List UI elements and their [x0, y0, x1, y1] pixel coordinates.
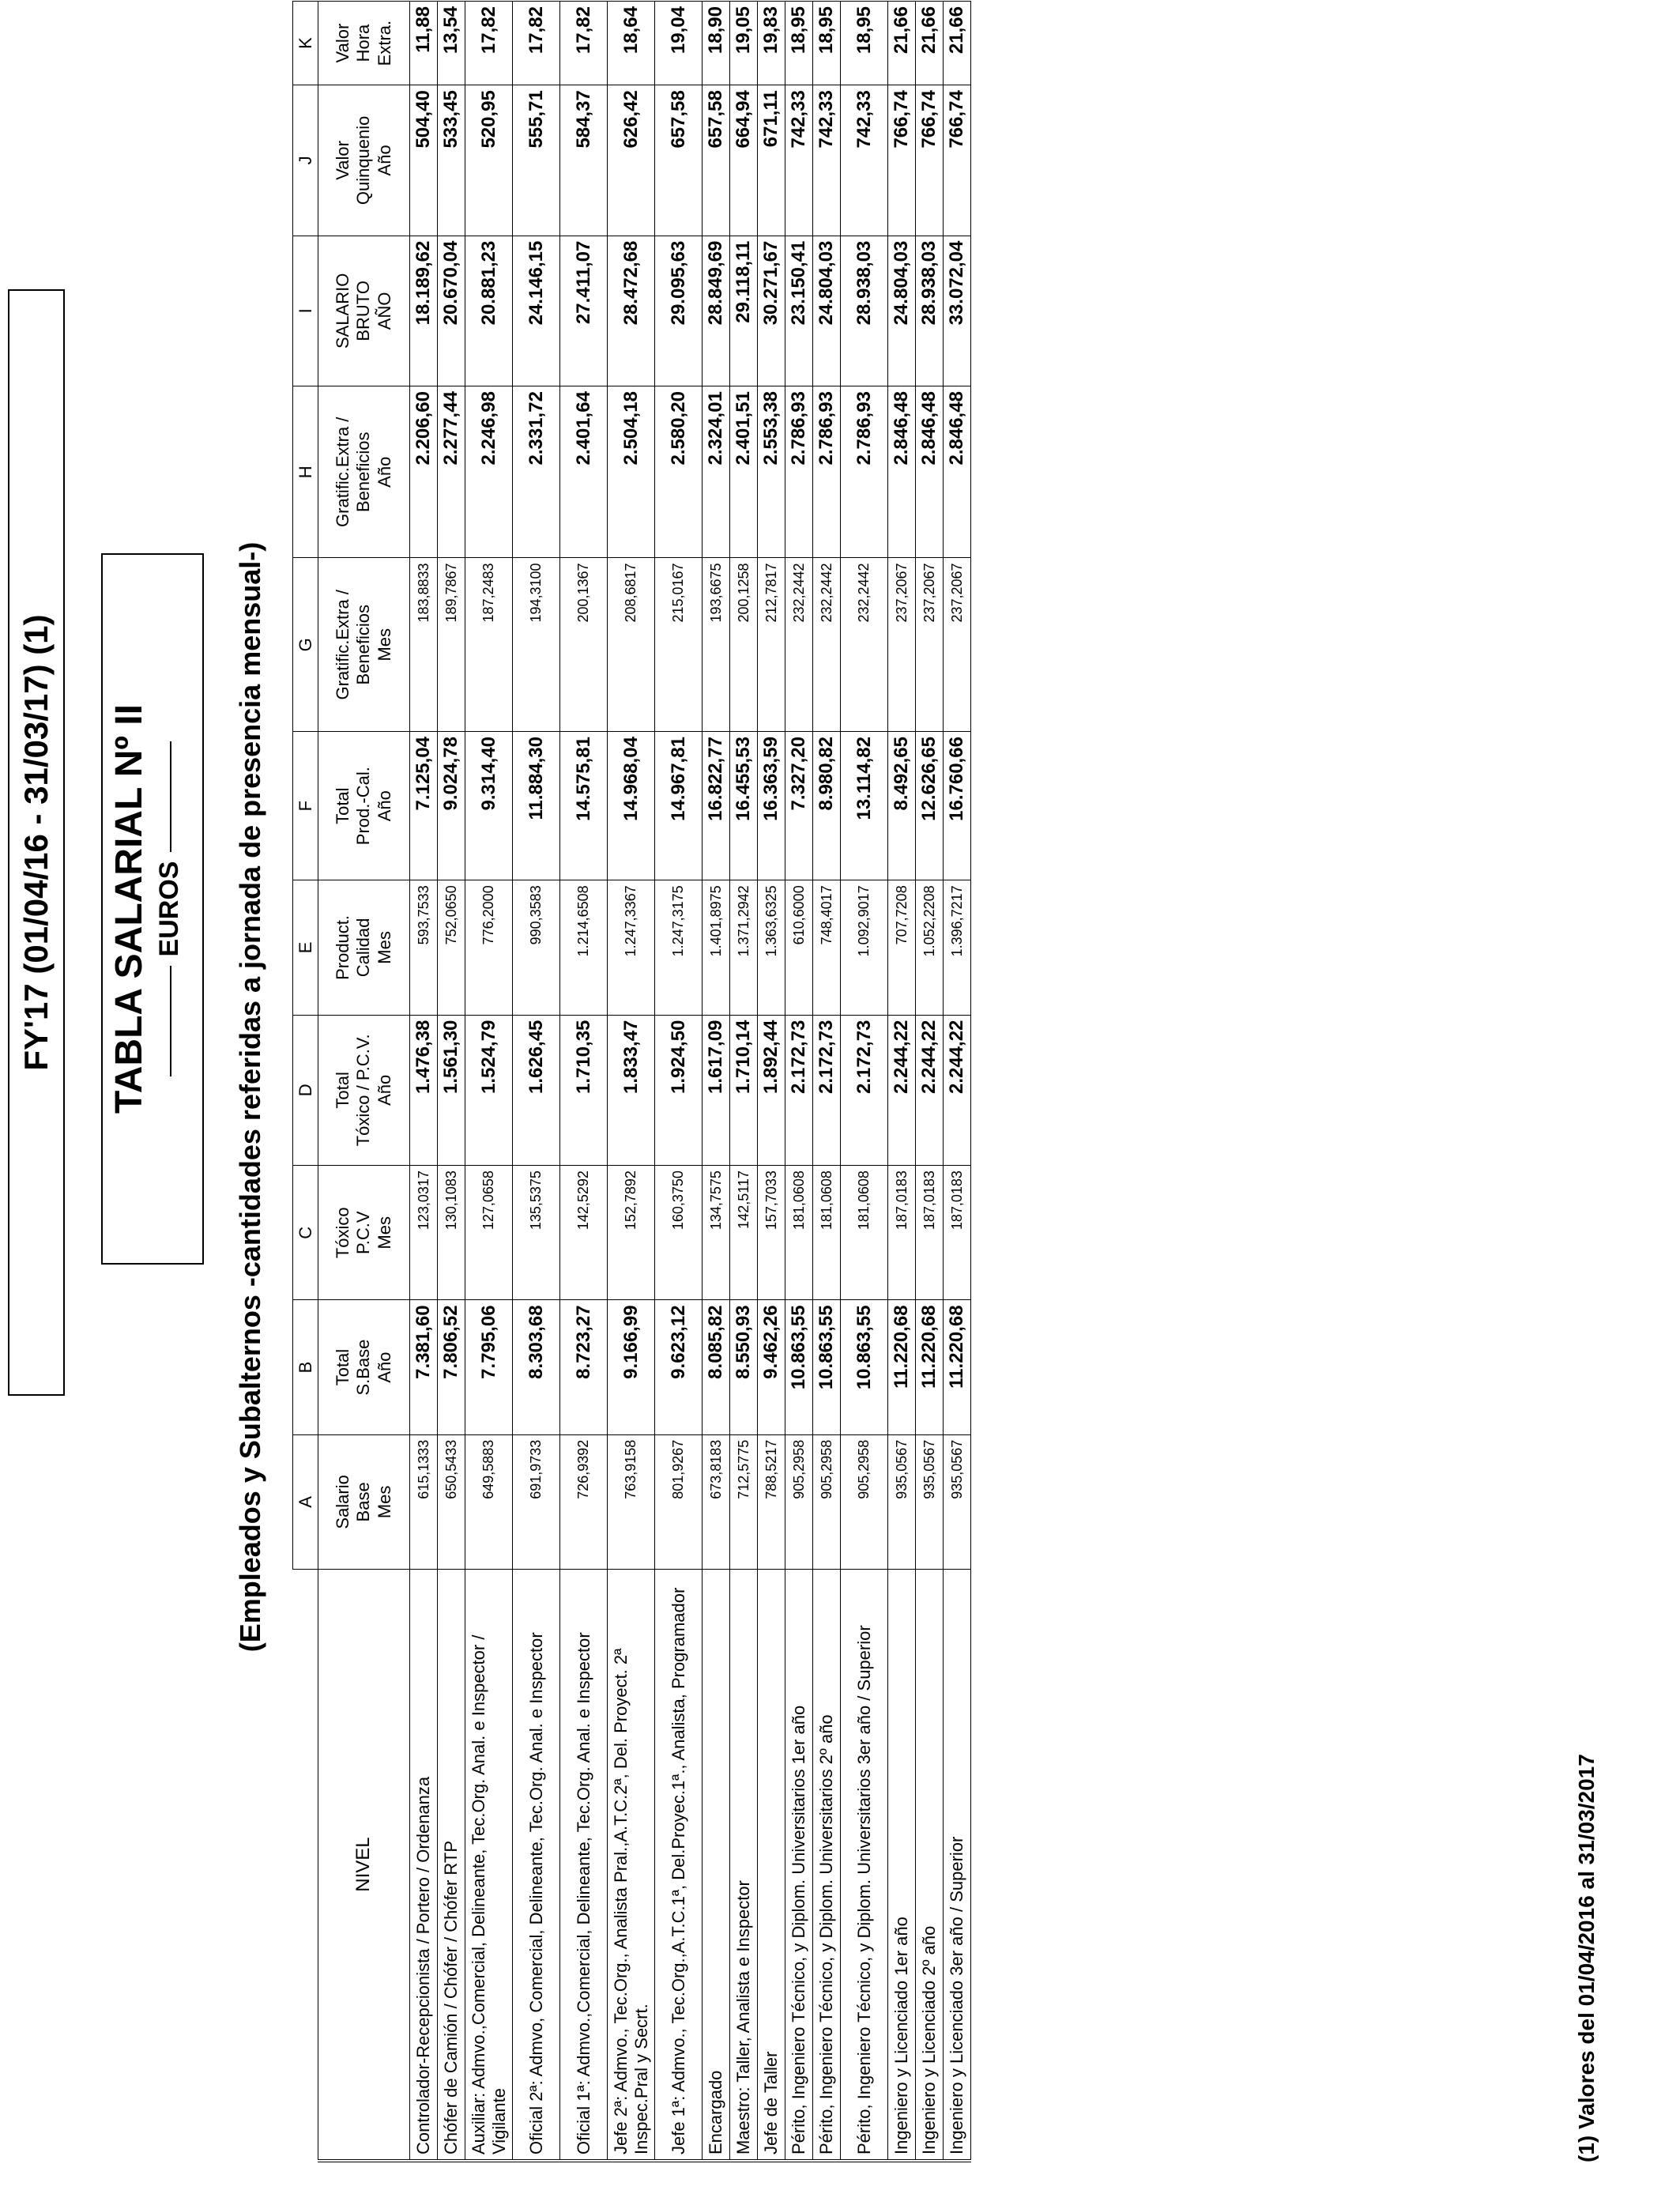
- cell-E: 1.092,9017: [841, 880, 888, 1015]
- cell-F: 8.492,65: [888, 732, 916, 880]
- cell-F: 14.968,04: [608, 732, 655, 880]
- cell-A: 801,9267: [655, 1434, 703, 1569]
- header-K: [318, 0, 410, 85]
- cell-I: 28.472,68: [608, 236, 655, 386]
- cell-D: 2.172,73: [785, 1015, 813, 1165]
- table-row: [888, 0, 916, 2161]
- header-E: [318, 880, 410, 1015]
- document-title: FY'17 (01/04/16 - 31/03/17) (1): [8, 289, 65, 1396]
- cell-K: 17,82: [560, 0, 608, 85]
- cell-I: 30.271,67: [758, 236, 785, 386]
- cell-E: 990,3583: [513, 880, 560, 1015]
- cell-K: 13,54: [438, 0, 465, 85]
- header-C-line: Tóxico: [332, 1207, 352, 1259]
- header-F: [318, 732, 410, 880]
- cell-nivel: Ingeniero y Licenciado 3er año / Superior: [944, 1570, 971, 2161]
- cell-F: 7.327,20: [785, 732, 813, 880]
- cell-B: 11.220,68: [888, 1300, 916, 1434]
- cell-J: 657,58: [703, 85, 730, 236]
- header-H: [318, 386, 410, 558]
- cell-D: 1.476,38: [410, 1015, 438, 1165]
- header-C-line: Mes: [374, 1216, 394, 1250]
- cell-B: 10.863,55: [785, 1300, 813, 1434]
- cell-K: 19,04: [655, 0, 703, 85]
- cell-B: 8.303,68: [513, 1300, 560, 1434]
- cell-B: 8.085,82: [703, 1300, 730, 1434]
- cell-H: 2.277,44: [438, 386, 465, 558]
- header-A-line: Salario: [332, 1475, 352, 1529]
- column-letter-H: H: [293, 386, 318, 558]
- corner-cell: [293, 1570, 318, 2161]
- cell-A: 712,5775: [730, 1434, 758, 1569]
- cell-E: 593,7533: [410, 880, 438, 1015]
- cell-E: 776,2000: [465, 880, 513, 1015]
- header-J-line: Valor: [332, 141, 352, 180]
- cell-E: 1.371,2942: [730, 880, 758, 1015]
- table-title-box: [101, 553, 204, 1265]
- header-J-line: Quinquenio: [353, 115, 374, 205]
- cell-D: 1.710,14: [730, 1015, 758, 1165]
- cell-J: 742,33: [841, 85, 888, 236]
- header-D-line: Tóxico / P.C.V.: [353, 1034, 374, 1147]
- column-letter-F: F: [293, 732, 318, 880]
- cell-J: 584,37: [560, 85, 608, 236]
- cell-B: 9.462,26: [758, 1300, 785, 1434]
- cell-B: 7.795,06: [465, 1300, 513, 1434]
- cell-I: 20.881,23: [465, 236, 513, 386]
- cell-D: 1.833,47: [608, 1015, 655, 1165]
- table-row: [841, 0, 888, 2161]
- cell-nivel: Jefe 2ª: Admvo., Tec.Org., Analista Pral.,A.T.C.2ª, Del. Proyect. 2ª Inspec.Pral y Secrt.: [608, 1570, 655, 2161]
- header-I: [318, 236, 410, 386]
- cell-F: 9.024,78: [438, 732, 465, 880]
- cell-C: 181,0608: [841, 1166, 888, 1300]
- cell-A: 905,2958: [813, 1434, 841, 1569]
- cell-H: 2.580,20: [655, 386, 703, 558]
- cell-B: 11.220,68: [916, 1300, 944, 1434]
- header-B-line: Total: [332, 1348, 352, 1386]
- cell-C: 157,7033: [758, 1166, 785, 1300]
- table-row: [813, 0, 841, 2161]
- cell-B: 7.806,52: [438, 1300, 465, 1434]
- table-row: [608, 0, 655, 2161]
- table-row: [655, 0, 703, 2161]
- rule-left: [170, 966, 171, 1076]
- header-nivel: NIVEL: [318, 1570, 410, 2161]
- cell-K: 18,90: [703, 0, 730, 85]
- cell-B: 7.381,60: [410, 1300, 438, 1434]
- header-H-line: Gratific.Extra /: [332, 417, 352, 527]
- cell-J: 520,95: [465, 85, 513, 236]
- cell-B: 8.723,27: [560, 1300, 608, 1434]
- cell-K: 18,95: [841, 0, 888, 85]
- cell-nivel: Ingeniero y Licenciado 2º año: [916, 1570, 944, 2161]
- cell-G: 189,7867: [438, 558, 465, 732]
- cell-F: 9.314,40: [465, 732, 513, 880]
- cell-D: 2.244,22: [944, 1015, 971, 1165]
- cell-nivel: Auxiliar: Admvo.,Comercial, Delineante, Tec.Org. Anal. e Inspector / Vigilante: [465, 1570, 513, 2161]
- cell-G: 212,7817: [758, 558, 785, 732]
- cell-A: 905,2958: [841, 1434, 888, 1569]
- cell-F: 7.125,04: [410, 732, 438, 880]
- cell-nivel: Maestro: Taller, Analista e Inspector: [730, 1570, 758, 2161]
- cell-C: 181,0608: [785, 1166, 813, 1300]
- cell-K: 18,64: [608, 0, 655, 85]
- cell-K: 11,88: [410, 0, 438, 85]
- cell-G: 232,2442: [785, 558, 813, 732]
- cell-H: 2.331,72: [513, 386, 560, 558]
- cell-E: 1.247,3367: [608, 880, 655, 1015]
- cell-I: 27.411,07: [560, 236, 608, 386]
- cell-I: 28.849,69: [703, 236, 730, 386]
- cell-E: 707,7208: [888, 880, 916, 1015]
- cell-J: 664,94: [730, 85, 758, 236]
- cell-I: 18.189,62: [410, 236, 438, 386]
- cell-nivel: Oficial 1ª: Admvo.,Comercial, Delineante, Tec.Org. Anal. e Inspector: [560, 1570, 608, 2161]
- cell-A: 763,9158: [608, 1434, 655, 1569]
- cell-A: 788,5217: [758, 1434, 785, 1569]
- cell-C: 160,3750: [655, 1166, 703, 1300]
- header-I-line: BRUTO: [353, 281, 374, 341]
- currency-text: EUROS: [154, 861, 184, 957]
- cell-H: 2.553,38: [758, 386, 785, 558]
- cell-H: 2.401,51: [730, 386, 758, 558]
- header-I-line: AÑO: [374, 292, 394, 330]
- cell-K: 19,83: [758, 0, 785, 85]
- cell-J: 626,42: [608, 85, 655, 236]
- cell-F: 16.822,77: [703, 732, 730, 880]
- header-B: [318, 1300, 410, 1434]
- header-F-line: Año: [374, 790, 394, 822]
- cell-D: 1.617,09: [703, 1015, 730, 1165]
- column-headers-row: [318, 0, 410, 2161]
- cell-E: 748,4017: [813, 880, 841, 1015]
- cell-I: 24.804,03: [813, 236, 841, 386]
- rule-right: [170, 741, 171, 852]
- cell-K: 19,05: [730, 0, 758, 85]
- table-row: [438, 0, 465, 2161]
- header-G-line: Mes: [374, 628, 394, 662]
- column-letter-G: G: [293, 558, 318, 732]
- cell-H: 2.206,60: [410, 386, 438, 558]
- cell-nivel: Chófer de Camión / Chófer / Chófer RTP: [438, 1570, 465, 2161]
- header-K-line: Hora: [353, 24, 374, 62]
- cell-A: 905,2958: [785, 1434, 813, 1569]
- cell-C: 142,5292: [560, 1166, 608, 1300]
- cell-nivel: Jefe de Taller: [758, 1570, 785, 2161]
- cell-C: 181,0608: [813, 1166, 841, 1300]
- cell-B: 10.863,55: [841, 1300, 888, 1434]
- cell-D: 1.561,30: [438, 1015, 465, 1165]
- cell-B: 9.623,12: [655, 1300, 703, 1434]
- cell-I: 24.146,15: [513, 236, 560, 386]
- cell-J: 671,11: [758, 85, 785, 236]
- cell-A: 935,0567: [888, 1434, 916, 1569]
- cell-F: 16.455,53: [730, 732, 758, 880]
- cell-K: 21,66: [916, 0, 944, 85]
- column-letter-E: E: [293, 880, 318, 1015]
- cell-nivel: Controlador-Recepcionista / Portero / Ordenanza: [410, 1570, 438, 2161]
- header-J: [318, 85, 410, 236]
- table-row: [730, 0, 758, 2161]
- table-body: [410, 0, 971, 2161]
- cell-B: 9.166,99: [608, 1300, 655, 1434]
- table-row: [703, 0, 730, 2161]
- cell-C: 142,5117: [730, 1166, 758, 1300]
- cell-A: 691,9733: [513, 1434, 560, 1569]
- cell-G: 200,1258: [730, 558, 758, 732]
- cell-D: 1.892,44: [758, 1015, 785, 1165]
- cell-nivel: Périto, Ingeniero Técnico, y Diplom. Universitarios 2º año: [813, 1570, 841, 2161]
- header-E-line: Product.: [332, 914, 352, 980]
- header-A-line: Base: [353, 1482, 374, 1522]
- cell-H: 2.786,93: [841, 386, 888, 558]
- footnote: (1) Valores del 01/04/2016 al 31/03/2017: [1574, 1754, 1599, 2162]
- cell-J: 555,71: [513, 85, 560, 236]
- cell-E: 1.396,7217: [944, 880, 971, 1015]
- table-row: [944, 0, 971, 2161]
- cell-D: 1.924,50: [655, 1015, 703, 1165]
- cell-C: 187,0183: [888, 1166, 916, 1300]
- cell-H: 2.846,48: [944, 386, 971, 558]
- cell-G: 215,0167: [655, 558, 703, 732]
- cell-F: 8.980,82: [813, 732, 841, 880]
- cell-G: 237,2067: [888, 558, 916, 732]
- cell-F: 12.626,65: [916, 732, 944, 880]
- cell-C: 187,0183: [916, 1166, 944, 1300]
- header-K-line: Valor: [332, 23, 352, 63]
- cell-H: 2.324,01: [703, 386, 730, 558]
- cell-J: 504,40: [410, 85, 438, 236]
- cell-F: 16.760,66: [944, 732, 971, 880]
- cell-J: 766,74: [888, 85, 916, 236]
- cell-G: 232,2442: [841, 558, 888, 732]
- cell-D: 2.172,73: [813, 1015, 841, 1165]
- header-A: [318, 1434, 410, 1569]
- cell-J: 766,74: [944, 85, 971, 236]
- table-row: [916, 0, 944, 2161]
- cell-K: 17,82: [513, 0, 560, 85]
- header-H-line: Beneficios: [353, 432, 374, 513]
- cell-G: 183,8833: [410, 558, 438, 732]
- column-letter-I: I: [293, 236, 318, 386]
- cell-J: 742,33: [813, 85, 841, 236]
- table-title: TABLA SALARIAL Nº II: [108, 704, 150, 1114]
- column-letter-A: A: [293, 1434, 318, 1569]
- header-G: [318, 558, 410, 732]
- cell-I: 33.072,04: [944, 236, 971, 386]
- cell-E: 1.401,8975: [703, 880, 730, 1015]
- cell-F: 14.575,81: [560, 732, 608, 880]
- cell-A: 673,8183: [703, 1434, 730, 1569]
- cell-H: 2.846,48: [916, 386, 944, 558]
- header-I-line: SALARIO: [332, 273, 352, 349]
- cell-G: 232,2442: [813, 558, 841, 732]
- cell-J: 742,33: [785, 85, 813, 236]
- cell-B: 10.863,55: [813, 1300, 841, 1434]
- cell-J: 657,58: [655, 85, 703, 236]
- currency-label: [154, 555, 185, 1263]
- cell-C: 152,7892: [608, 1166, 655, 1300]
- column-letter-C: C: [293, 1166, 318, 1300]
- cell-G: 187,2483: [465, 558, 513, 732]
- cell-I: 24.804,03: [888, 236, 916, 386]
- cell-I: 20.670,04: [438, 236, 465, 386]
- table-row: [465, 0, 513, 2161]
- column-letter-J: J: [293, 85, 318, 236]
- cell-E: 610,6000: [785, 880, 813, 1015]
- cell-H: 2.401,64: [560, 386, 608, 558]
- cell-nivel: Périto, Ingeniero Técnico, y Diplom. Universitarios 3er año / Superior: [841, 1570, 888, 2161]
- column-letter-B: B: [293, 1300, 318, 1434]
- header-E-line: Calidad: [353, 918, 374, 978]
- header-H-line: Año: [374, 456, 394, 488]
- cell-B: 11.220,68: [944, 1300, 971, 1434]
- cell-D: 2.244,22: [888, 1015, 916, 1165]
- cell-A: 649,5883: [465, 1434, 513, 1569]
- cell-C: 134,7575: [703, 1166, 730, 1300]
- cell-H: 2.786,93: [813, 386, 841, 558]
- cell-I: 29.095,63: [655, 236, 703, 386]
- header-C: [318, 1166, 410, 1300]
- cell-E: 1.363,6325: [758, 880, 785, 1015]
- header-G-line: Gratific.Extra /: [332, 590, 352, 700]
- cell-E: 1.214,6508: [560, 880, 608, 1015]
- header-D: [318, 1015, 410, 1165]
- header-A-line: Mes: [374, 1485, 394, 1519]
- header-B-line: Año: [374, 1351, 394, 1383]
- cell-C: 127,0658: [465, 1166, 513, 1300]
- cell-G: 237,2067: [916, 558, 944, 732]
- cell-nivel: Ingeniero y Licenciado 1er año: [888, 1570, 916, 2161]
- table-row: [758, 0, 785, 2161]
- cell-F: 14.967,81: [655, 732, 703, 880]
- cell-C: 130,1083: [438, 1166, 465, 1300]
- cell-G: 200,1367: [560, 558, 608, 732]
- cell-H: 2.846,48: [888, 386, 916, 558]
- column-letter-D: D: [293, 1015, 318, 1165]
- cell-G: 237,2067: [944, 558, 971, 732]
- cell-A: 650,5433: [438, 1434, 465, 1569]
- cell-G: 208,6817: [608, 558, 655, 732]
- cell-nivel: Encargado: [703, 1570, 730, 2161]
- column-letters-row: [293, 0, 318, 2161]
- cell-nivel: Jefe 1ª: Admvo., Tec.Org.,A.T.C.1ª, Del.Proyec.1ª., Analista, Programador: [655, 1570, 703, 2161]
- table-row: [560, 0, 608, 2161]
- cell-G: 193,6675: [703, 558, 730, 732]
- cell-J: 766,74: [916, 85, 944, 236]
- cell-nivel: Oficial 2ª: Admvo, Comercial, Delineante, Tec.Org. Anal. e Inspector: [513, 1570, 560, 2161]
- cell-E: 1.247,3175: [655, 880, 703, 1015]
- cell-C: 187,0183: [944, 1166, 971, 1300]
- cell-G: 194,3100: [513, 558, 560, 732]
- cell-I: 29.118,11: [730, 236, 758, 386]
- header-E-line: Mes: [374, 931, 394, 964]
- cell-I: 28.938,03: [841, 236, 888, 386]
- header-D-line: Año: [374, 1074, 394, 1106]
- cell-I: 28.938,03: [916, 236, 944, 386]
- table-subtitle: (Empleados y Subalternos -cantidades referidas a jornada de presencia mensual-): [234, 541, 266, 1653]
- cell-H: 2.786,93: [785, 386, 813, 558]
- table-row: [513, 0, 560, 2161]
- header-C-line: P.C.V: [353, 1211, 374, 1255]
- cell-D: 1.524,79: [465, 1015, 513, 1165]
- cell-C: 123,0317: [410, 1166, 438, 1300]
- cell-D: 2.244,22: [916, 1015, 944, 1165]
- cell-B: 8.550,93: [730, 1300, 758, 1434]
- header-G-line: Beneficios: [353, 605, 374, 685]
- cell-F: 11.884,30: [513, 732, 560, 880]
- cell-H: 2.504,18: [608, 386, 655, 558]
- table-row: [410, 0, 438, 2161]
- cell-D: 2.172,73: [841, 1015, 888, 1165]
- cell-K: 21,66: [888, 0, 916, 85]
- cell-A: 726,9392: [560, 1434, 608, 1569]
- cell-H: 2.246,98: [465, 386, 513, 558]
- header-K-line: Extra.: [374, 20, 394, 66]
- cell-nivel: Périto, Ingeniero Técnico, y Diplom. Universitarios 1er año: [785, 1570, 813, 2161]
- cell-C: 135,5375: [513, 1166, 560, 1300]
- cell-F: 16.363,59: [758, 732, 785, 880]
- cell-K: 18,95: [785, 0, 813, 85]
- cell-A: 935,0567: [916, 1434, 944, 1569]
- cell-D: 1.710,35: [560, 1015, 608, 1165]
- cell-I: 23.150,41: [785, 236, 813, 386]
- cell-E: 1.052,2208: [916, 880, 944, 1015]
- header-J-line: Año: [374, 145, 394, 176]
- cell-J: 533,45: [438, 85, 465, 236]
- cell-F: 13.114,82: [841, 732, 888, 880]
- header-F-line: Total: [332, 787, 352, 824]
- column-letter-K: K: [293, 0, 318, 85]
- salary-table: [292, 0, 971, 2162]
- cell-D: 1.626,45: [513, 1015, 560, 1165]
- cell-E: 752,0650: [438, 880, 465, 1015]
- cell-K: 18,95: [813, 0, 841, 85]
- header-D-line: Total: [332, 1072, 352, 1109]
- cell-K: 17,82: [465, 0, 513, 85]
- table-row: [785, 0, 813, 2161]
- cell-K: 21,66: [944, 0, 971, 85]
- cell-A: 615,1333: [410, 1434, 438, 1569]
- header-F-line: Prod.-Cal.: [353, 767, 374, 846]
- cell-A: 935,0567: [944, 1434, 971, 1569]
- header-B-line: S.Base: [353, 1339, 374, 1396]
